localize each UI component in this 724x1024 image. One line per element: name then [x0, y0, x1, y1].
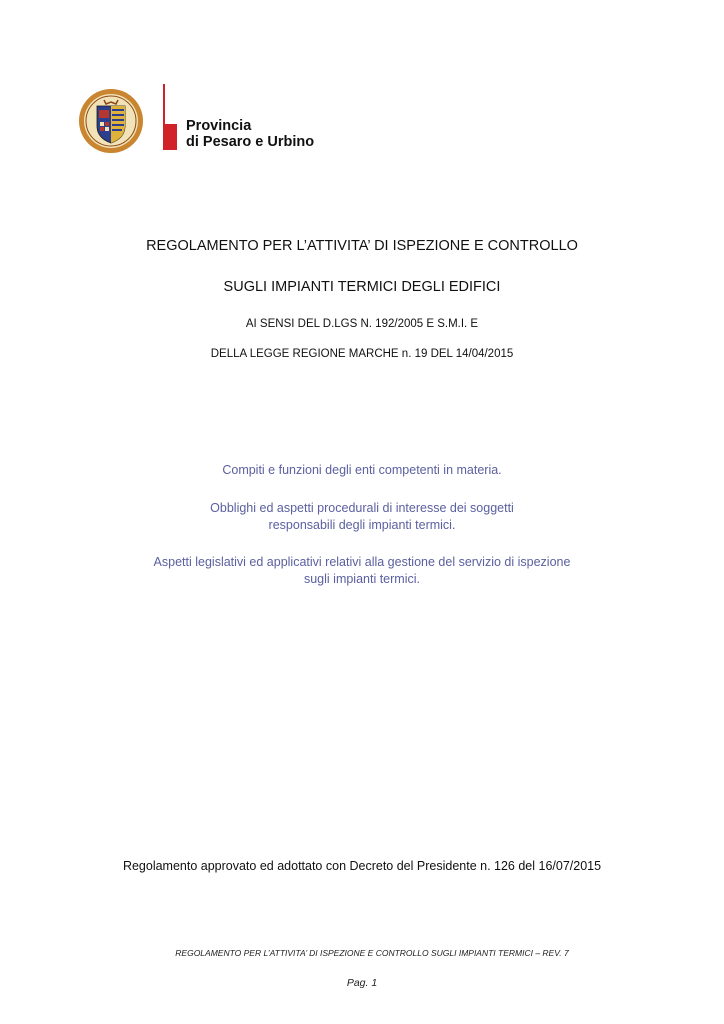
province-brand-mark-icon — [163, 84, 177, 150]
document-title-line-2: SUGLI IMPIANTI TERMICI DEGLI EDIFICI — [223, 279, 501, 295]
logo-area — [78, 82, 338, 162]
province-name — [186, 118, 314, 150]
approval-statement: Regolamento approvato ed adottato con Decreto del Presidente n. 126 del 16/07/2015 — [122, 859, 602, 873]
coat-of-arms-seal-icon — [78, 88, 144, 154]
page-number: Pag. 1 — [346, 977, 378, 989]
description-item-2 — [0, 500, 724, 534]
province-name-line-1: Provincia — [186, 118, 252, 134]
description-line: sugli impianti termici. — [303, 572, 420, 586]
province-name-line-2: di Pesaro e Urbino — [186, 134, 315, 150]
description-item-3 — [0, 554, 724, 588]
description-line: Aspetti legislativi ed applicativi relativi alla gestione del servizio di ispezione — [153, 555, 571, 569]
description-line: Obblighi ed aspetti procedurali di interesse dei soggetti — [210, 501, 514, 515]
running-footer-title: REGOLAMENTO PER L’ATTIVITA’ DI ISPEZIONE E CONTROLLO SUGLI IMPIANTI TERMICI – REV. 7 — [175, 948, 569, 958]
description-line: responsabili degli impianti termici. — [268, 518, 456, 532]
description-line: Compiti e funzioni degli enti competenti in materia. — [222, 463, 502, 477]
description-item-1 — [0, 462, 724, 479]
document-subtitle-line-2: DELLA LEGGE REGIONE MARCHE n. 19 DEL 14/04/2015 — [210, 348, 514, 360]
document-subtitle-line-1: AI SENSI DEL D.LGS N. 192/2005 E S.M.I. E — [245, 318, 479, 330]
document-title-line-1: REGOLAMENTO PER L’ATTIVITA’ DI ISPEZIONE E CONTROLLO — [146, 238, 578, 254]
